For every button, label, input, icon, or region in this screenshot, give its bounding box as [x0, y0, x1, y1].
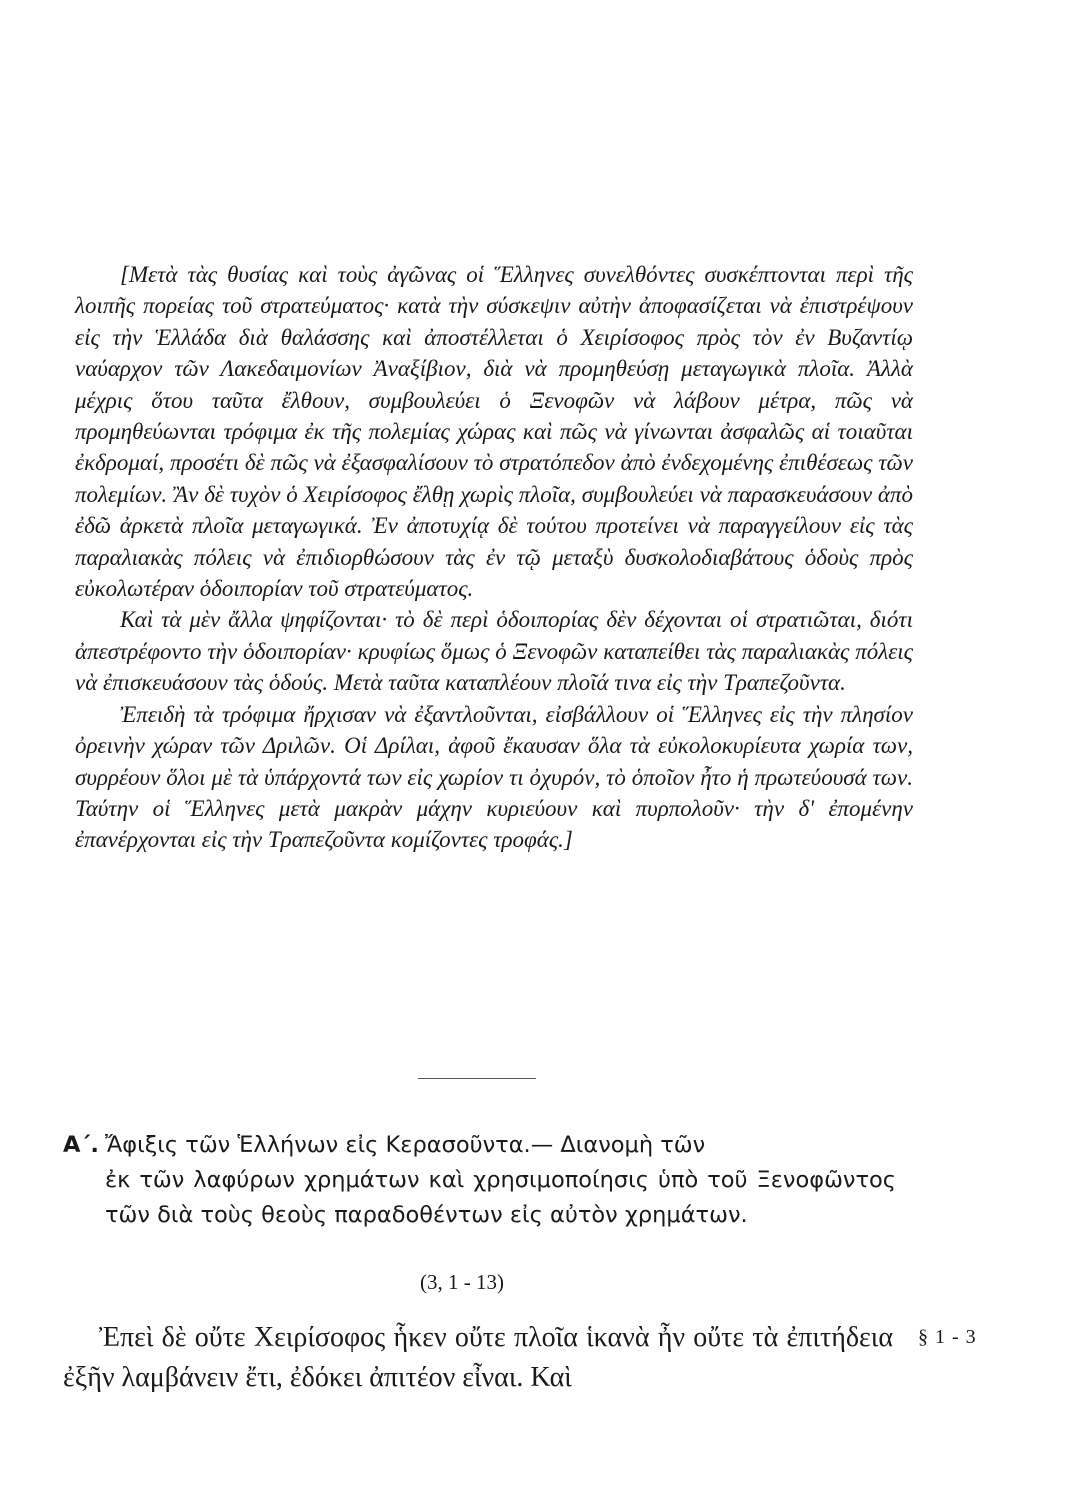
summary-block: [75, 259, 913, 856]
section-heading-first-line: [63, 1128, 896, 1163]
section-number: Α΄.: [63, 1132, 99, 1158]
margin-paragraph-reference: § 1 - 3: [918, 1326, 977, 1348]
section-divider: [418, 1078, 536, 1079]
summary-paragraph-2: Καὶ τὰ μὲν ἄλλα ψηφίζονται· τὸ δὲ περὶ ὁδοιπορίας δὲν δέχονται οἱ στρατιῶται, διότι ἀπεστρέφοντο τὴν ὁδοιπορίαν· κρυφίως ὅμως ὁ Ξενοφῶν καταπείθει τὰς παραλιακὰς πόλεις νὰ ἐπισκευάσουν τὰς ὁδούς. Μετὰ ταῦτα καταπλέουν πλοῖά τινα εἰς τὴν Τραπεζοῦντα.: [75, 607, 913, 696]
main-paragraph: Ἐπεὶ δὲ οὔτε Χειρίσοφος ἧκεν οὔτε πλοῖα ἱκανὰ ἦν οὔτε τὰ ἐπιτήδεια ἐξῆν λαμβάνειν ἔτι, ἐδόκει ἀπιτέον εἶναι. Καὶ: [63, 1322, 893, 1393]
section-title-start: Ἄφιξις τῶν Ἑλλήνων εἰς Κερασοῦντα.— Διανομὴ τῶν: [105, 1132, 706, 1158]
section-title-continuation: ἐκ τῶν λαφύρων χρημάτων καὶ χρησιμοποίησις ὑπὸ τοῦ Ξενοφῶντος τῶν διὰ τοὺς θεοὺς παραδοθέντων εἰς αὐτὸν χρημάτων.: [105, 1167, 896, 1228]
main-text: [63, 1318, 893, 1398]
section-reference: (3, 1 - 13): [420, 1270, 504, 1294]
section-heading: [63, 1128, 896, 1233]
summary-paragraph-1: [Μετὰ τὰς θυσίας καὶ τοὺς ἀγῶνας οἱ Ἕλληνες συνελθόντες συσκέπτονται περὶ τῆς λοιπῆς πορείας τοῦ στρατεύματος· κατὰ τὴν σύσκεψιν αὐτὴν ἀποφασίζεται νὰ ἐπιστρέψουν εἰς τὴν Ἑλλάδα διὰ θαλάσσης καὶ ἀποστέλλεται ὁ Χειρίσοφος πρὸς τὸν ἐν Βυζαντίῳ ναύαρχον τῶν Λακεδαιμονίων Ἀναξίβιον, διὰ νὰ προμηθεύσῃ μεταγωγικὰ πλοῖα. Ἀλλὰ μέχρις ὅτου ταῦτα ἔλθουν, συμβουλεύει ὁ Ξενοφῶν νὰ λάβουν μέτρα, πῶς νὰ προμηθεύωνται τρόφιμα ἐκ τῆς πολεμίας χώρας καὶ πῶς νὰ γίνωνται ἀσφαλῶς αἱ τοιαῦται ἐκδρομαί, προσέτι δὲ πῶς νὰ ἐξασφαλίσουν τὸ στρατόπεδον ἀπὸ ἐνδεχομένης ἐπιθέσεως τῶν πολεμίων. Ἂν δὲ τυχὸν ὁ Χειρίσοφος ἔλθῃ χωρὶς πλοῖα, συμβουλεύει νὰ παρασκευάσουν ἀπὸ ἐδῶ ἀρκετὰ πλοῖα μεταγωγικά. Ἐν ἀποτυχίᾳ δὲ τούτου προτείνει νὰ παραγγείλουν εἰς τὰς παραλιακὰς πόλεις νὰ ἐπιδιορθώσουν τὰς ἐν τῷ μεταξὺ δυσκολοδιαβάτους ὁδοὺς πρὸς εὐκολωτέραν ὁδοιπορίαν τοῦ στρατεύματος.: [75, 262, 913, 602]
summary-paragraph-3: Ἐπειδὴ τὰ τρόφιμα ἤρχισαν νὰ ἐξαντλοῦνται, εἰσβάλλουν οἱ Ἕλληνες εἰς τὴν πλησίον ὀρεινὴν χώραν τῶν Δριλῶν. Οἱ Δρίλαι, ἀφοῦ ἔκαυσαν ὅλα τὰ εὐκολοκυρίευτα χωρία των, συρρέουν ὅλοι μὲ τὰ ὑπάρχοντά των εἰς χωρίον τι ὀχυρόν, τὸ ὁποῖον ἦτο ἡ πρωτεύουσά των. Ταύτην οἱ Ἕλληνες μετὰ μακρὰν μάχην κυριεύουν καὶ πυρπολοῦν· τὴν δ' ἐπομένην ἐπανέρχονται εἰς τὴν Τραπεζοῦντα κομίζοντες τροφάς.]: [75, 701, 913, 853]
